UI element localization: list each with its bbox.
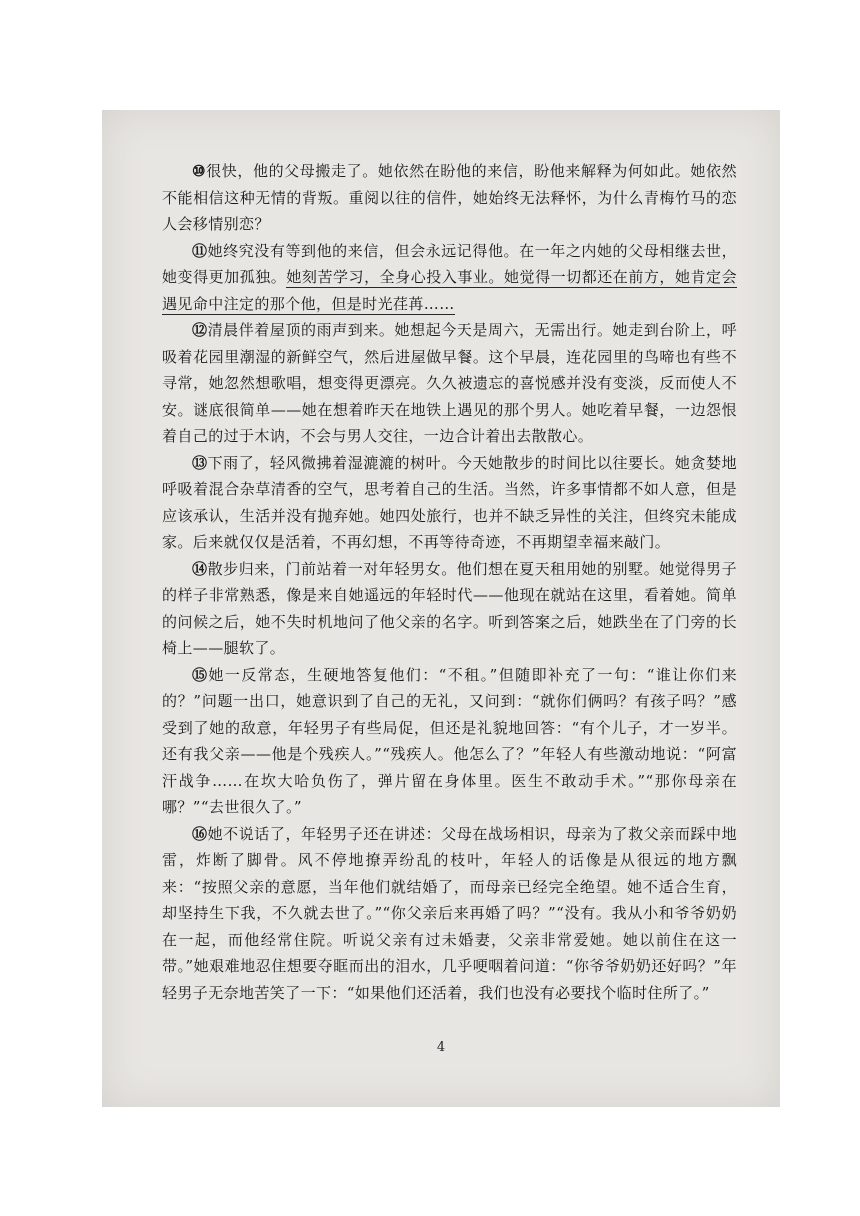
page-number: 4 xyxy=(436,1040,446,1055)
paragraph-number: ⑭ xyxy=(192,559,208,578)
paragraph-15 xyxy=(162,662,737,821)
paragraph-11 xyxy=(162,238,737,318)
paragraph-number: ⑮ xyxy=(192,665,209,684)
paragraph-text: 很快，他的父母搬走了。她依然在盼他的来信，盼他来解释为何如此。她依然不能相信这种无情的背叛。重阅以往的信件，她始终无法释怀，为什么青梅竹马的恋人会移情别恋？ xyxy=(162,162,737,233)
scanned-page xyxy=(102,110,780,1107)
paragraph-text: 散步归来，门前站着一对年轻男女。他们想在夏天租用她的别墅。她觉得男子的样子非常熟悉，像是来自她遥远的年轻时代——他现在就站在这里，看着她。简单的问候之后，她不失时机地问了他父亲的名字。听到答案之后，她跌坐在了门旁的长椅上——腿软了。 xyxy=(162,559,737,657)
paragraph-text: 清晨伴着屋顶的雨声到来。她想起今天是周六，无需出行。她走到台阶上，呼吸着花园里潮湿的新鲜空气，然后进屋做早餐。这个早晨，连花园里的鸟啼也有些不寻常，她忽然想歌唱，想变得更漂亮。久久被遗忘的喜悦感并没有变淡，反而使人不安。谜底很简单——她在想着昨天在地铁上遇见的那个男人。她吃着早餐，一边怨恨着自己的过于木讷，不会与男人交往，一边合计着出去散散心。 xyxy=(162,321,737,445)
paragraph-number: ⑪ xyxy=(192,241,208,260)
paragraph-number: ⑯ xyxy=(192,824,208,843)
underlined-sentence: 她刻苦学习，全身心投入事业。她觉得一切都还在前方，她肯定会遇见命中注定的那个他，但是时光荏苒…… xyxy=(162,268,737,313)
paragraph-text: 她一反常态，生硬地答复他们：“不租。”但随即补充了一句：“谁让你们来的？”问题一出口，她意识到了自己的无礼，又问到：“就你们俩吗？有孩子吗？”感受到了她的敌意，年轻男子有些局促，但还是礼貌地回答：“有个儿子，才一岁半。还有我父亲——他是个残疾人。”“残疾人。他怎么了？”年轻人有些激动地说：“阿富汗战争……在坎大哈负伤了，弹片留在身体里。医生不敢动手术。”“那你母亲在哪？”“去世很久了。” xyxy=(162,665,738,816)
paragraph-10 xyxy=(162,158,737,238)
paragraph-text: 下雨了，轻风微拂着湿漉漉的树叶。今天她散步的时间比以往要长。她贪婪地呼吸着混合杂草清香的空气，思考着自己的生活。当然，许多事情都不如人意，但是应该承认，生活并没有抛弃她。她四处旅行，也并不缺乏异性的关注，但终究未能成家。后来就仅仅是活着，不再幻想，不再等待奇迹，不再期望幸福来敲门。 xyxy=(162,453,737,551)
paragraph-14 xyxy=(162,556,737,662)
paragraph-text: 她不说话了，年轻男子还在讲述：父母在战场相识，母亲为了救父亲而踩中地雷，炸断了脚骨。风不停地撩弄纷乱的枝叶，年轻人的话像是从很远的地方飘来：“按照父亲的意愿，当年他们就结婚了，而母亲已经完全绝望。她不适合生育，却坚持生下我，不久就去世了。”“你父亲后来再婚了吗？”“没有。我从小和爷爷奶奶在一起，而他经常住院。听说父亲有过未婚妻，父亲非常爱她。她以前住在这一带。”她艰难地忍住想要夺眶而出的泪水，几乎哽咽着问道：“你爷爷奶奶还好吗？”年轻男子无奈地苦笑了一下：“如果他们还活着，我们也没有必要找个临时住所了。” xyxy=(162,824,737,1002)
article-body xyxy=(162,158,737,1006)
paragraph-12 xyxy=(162,317,737,450)
paragraph-text: 她终究没有等到他的来信，但会永远记得他。在一年之内她的父母相继去世，她变得更加孤独。 xyxy=(162,241,737,286)
paragraph-number: ⑬ xyxy=(192,453,208,472)
paragraph-number: ⑩ xyxy=(192,162,207,180)
paragraph-13 xyxy=(162,450,737,556)
paragraph-number: ⑫ xyxy=(192,321,208,339)
paragraph-16 xyxy=(162,821,737,1007)
